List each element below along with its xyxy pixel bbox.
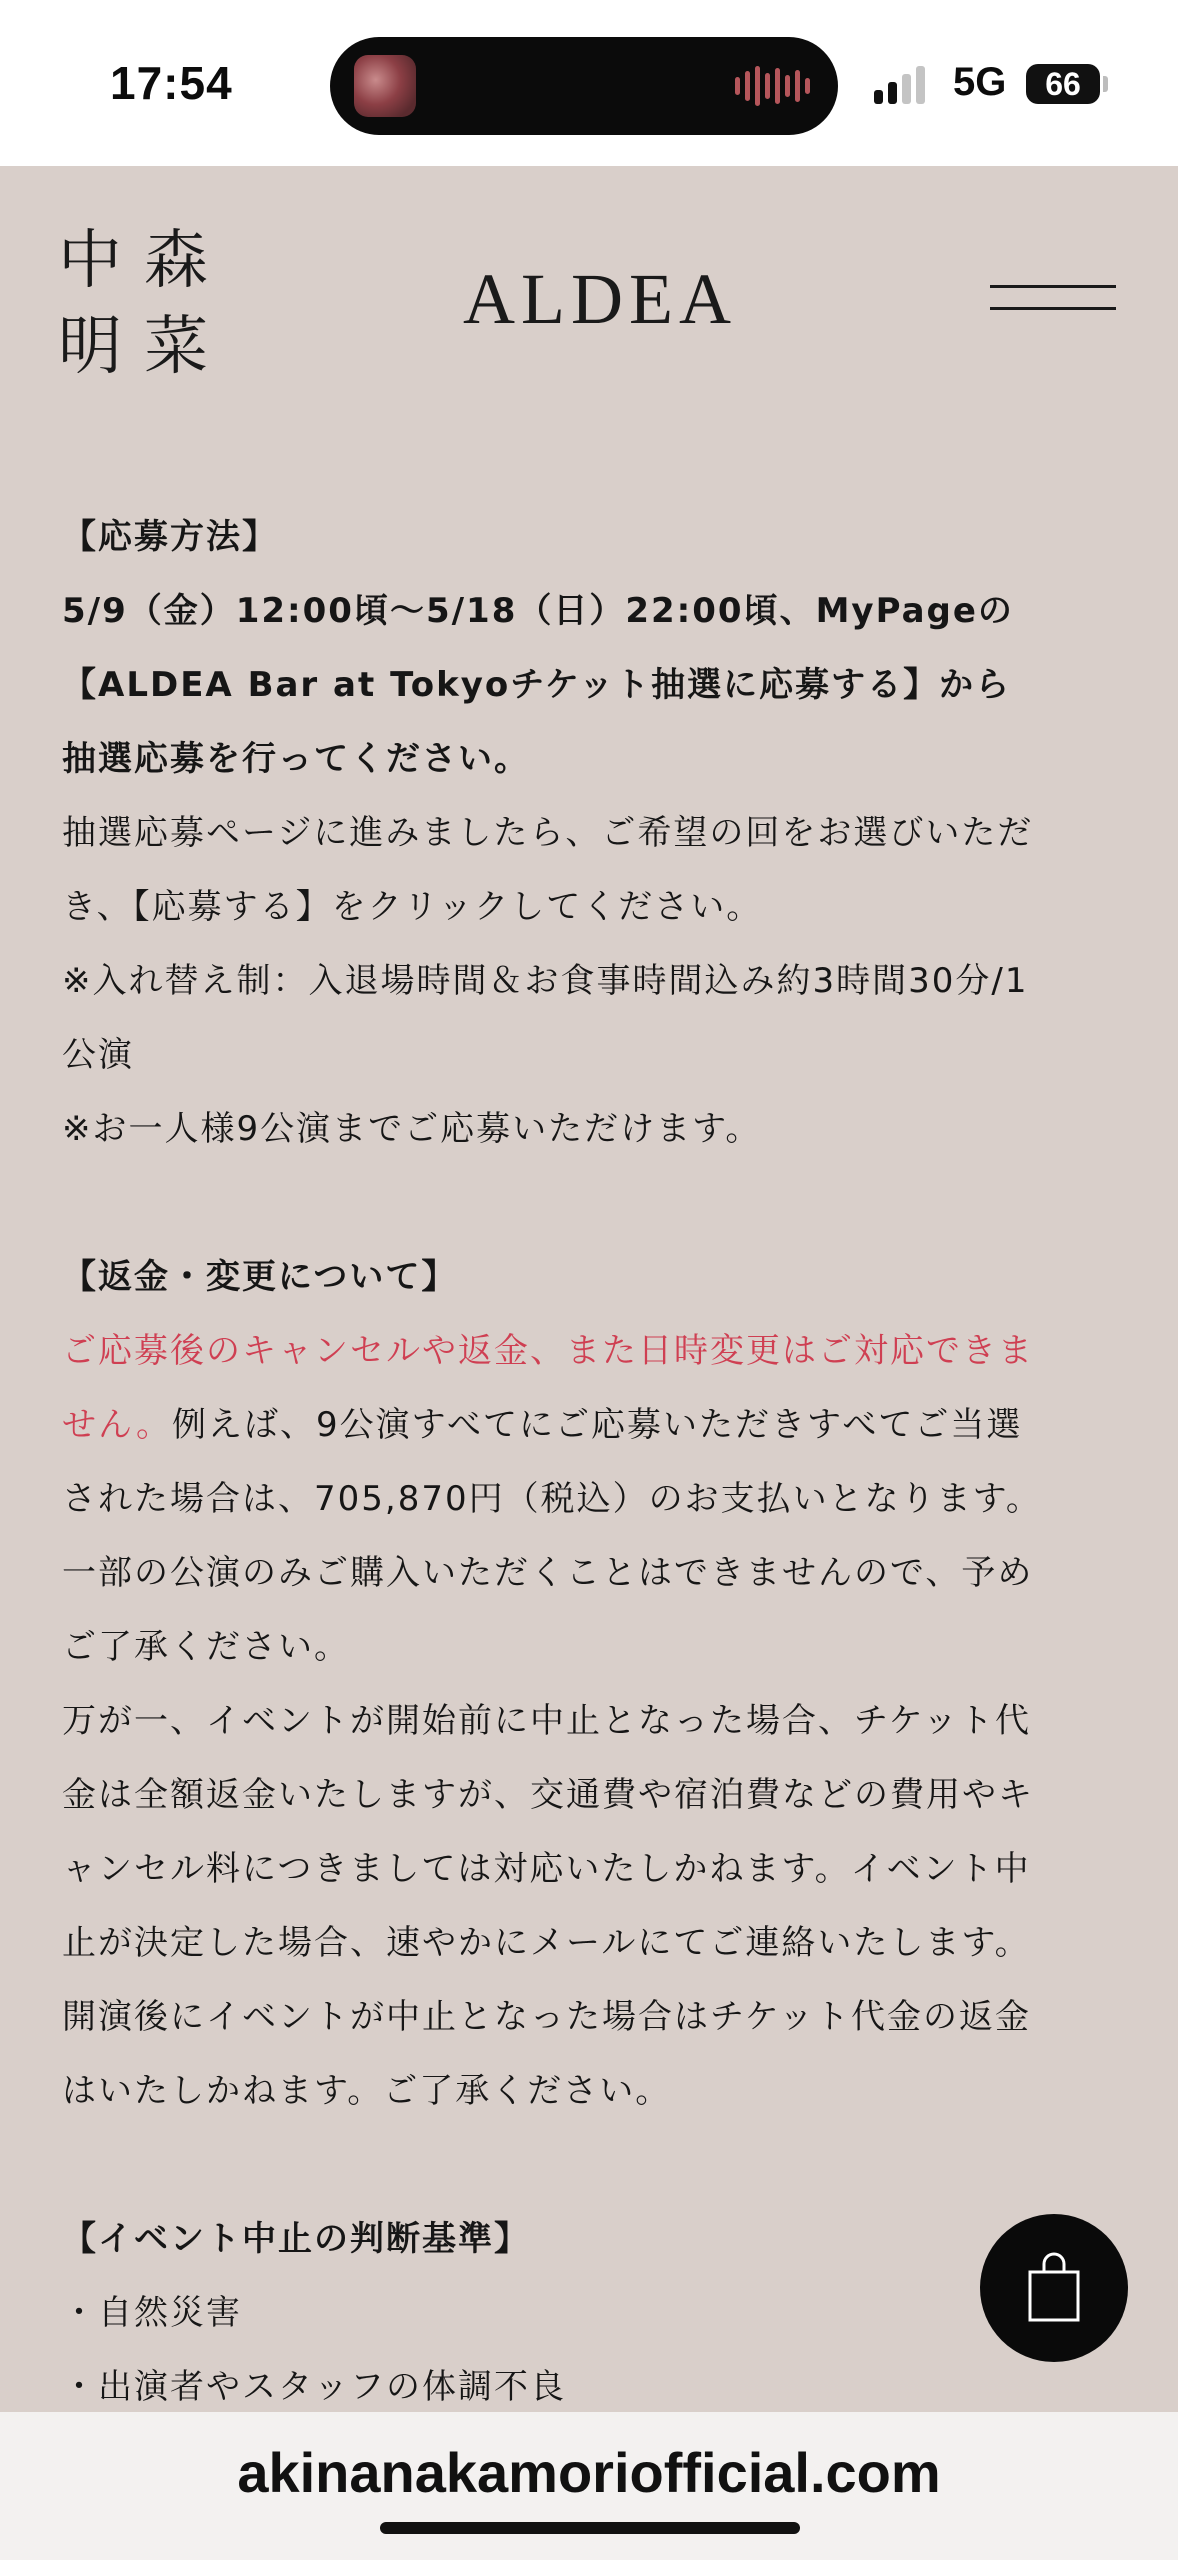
battery-level: 66 — [1045, 65, 1081, 102]
cart-button[interactable] — [980, 2214, 1128, 2362]
body-text-line — [62, 1536, 1122, 1610]
hamburger-menu-button[interactable] — [990, 285, 1116, 321]
signal-bar — [916, 66, 925, 104]
text: 金は全額返金いたしますが、交通費や宿泊費などの費用やキ — [62, 1775, 1034, 1815]
battery-icon — [1026, 64, 1100, 104]
text: 抽選応募ページに進みましたら、ご希望の回をお選びいただ — [62, 813, 1034, 853]
body-text-line — [62, 796, 1122, 870]
text: 【ALDEA Bar at Tokyoチケット抽選に応募する】から — [62, 665, 1012, 705]
text: 【返金・変更について】 — [62, 1257, 458, 1297]
text: 万が一、イベントが開始前に中止となった場合、チケット代 — [62, 1701, 1031, 1741]
battery-cap — [1103, 76, 1108, 92]
text: された場合は、705,870円（税込）のお支払いとなります。 — [62, 1479, 1042, 1519]
text: はいたしかねます。ご了承ください。 — [62, 2071, 672, 2111]
signal-bar — [888, 82, 897, 104]
body-text-line — [62, 1462, 1122, 1536]
text: 5/9（金）12:00頃～5/18（日）22:00頃、MyPageの — [62, 591, 1014, 631]
body-text-line — [62, 1092, 1122, 1166]
cellular-signal-icon — [874, 66, 925, 104]
logo-char: 明 — [58, 310, 122, 384]
spacer — [62, 1166, 1122, 1240]
article-body — [62, 500, 1122, 2424]
status-bar — [0, 0, 1178, 166]
section-heading-line — [62, 648, 1122, 722]
text: 一部の公演のみご購入いただくことはできませんので、予め — [62, 1553, 1034, 1593]
logo-char: 菜 — [144, 310, 208, 384]
body-text-line — [62, 944, 1122, 1018]
body-text-line — [62, 2054, 1122, 2128]
url-text[interactable]: akinanakamoriofficial.com — [237, 2441, 941, 2504]
browser-address-bar[interactable] — [0, 2412, 1178, 2560]
text: 例えば、9公演すべてにご応募いただきすべてご当選 — [172, 1405, 1023, 1445]
section-heading-line — [62, 500, 1122, 574]
text: 【イベント中止の判断基準】 — [62, 2219, 530, 2259]
artist-logo[interactable] — [58, 218, 228, 390]
body-text-line — [62, 1684, 1122, 1758]
text: ご了承ください。 — [62, 1627, 350, 1667]
text: 公演 — [62, 1035, 134, 1075]
signal-bar — [874, 90, 883, 104]
hamburger-icon-line — [990, 285, 1116, 288]
section-heading-line — [62, 2202, 1122, 2276]
text: ャンセル料につきましては対応いたしかねます。イベント中 — [62, 1849, 1031, 1889]
body-text-line — [62, 1314, 1122, 1388]
network-type: 5G — [953, 60, 1007, 104]
section-heading-line — [62, 722, 1122, 796]
body-text-line — [62, 1610, 1122, 1684]
body-text-line — [62, 1980, 1122, 2054]
logo-char: 中 — [58, 224, 122, 298]
body-text-line — [62, 1018, 1122, 1092]
text: ※お一人様9公演までご応募いただけます。 — [62, 1109, 762, 1149]
body-text-line — [62, 1832, 1122, 1906]
text: き、【応募する】をクリックしてください。 — [62, 887, 763, 927]
body-text-line — [62, 2276, 1122, 2350]
text: 抽選応募を行ってください。 — [62, 739, 530, 779]
section-heading-line — [62, 1240, 1122, 1314]
hamburger-icon-line — [990, 307, 1116, 310]
brand-title[interactable]: ALDEA — [463, 259, 737, 339]
dynamic-island[interactable] — [330, 37, 838, 135]
now-playing-artwork — [354, 55, 416, 117]
body-text-line — [62, 870, 1122, 944]
spacer — [62, 2128, 1122, 2202]
home-indicator[interactable] — [380, 2522, 800, 2534]
status-time: 17:54 — [110, 57, 233, 109]
audio-waveform-icon — [735, 65, 810, 107]
warning-text: ご応募後のキャンセルや返金、また日時変更はご対応できま — [62, 1331, 1034, 1371]
body-text-line — [62, 1758, 1122, 1832]
warning-text: せん。 — [62, 1405, 173, 1445]
text: ・自然災害 — [62, 2293, 242, 2333]
section-heading-line — [62, 574, 1122, 648]
shopping-bag-icon — [1024, 2252, 1084, 2324]
text: 開演後にイベントが中止となった場合はチケット代金の返金 — [62, 1997, 1031, 2037]
text: ※入れ替え制：入退場時間＆お食事時間込み約3時間30分/1 — [62, 961, 1029, 1001]
text: 【応募方法】 — [62, 517, 278, 557]
body-text-line — [62, 1906, 1122, 1980]
body-text-line — [62, 1388, 1122, 1462]
text: 止が決定した場合、速やかにメールにてご連絡いたします。 — [62, 1923, 1031, 1963]
text: ・出演者やスタッフの体調不良 — [62, 2367, 566, 2407]
signal-bar — [902, 74, 911, 104]
logo-char: 森 — [144, 224, 208, 298]
